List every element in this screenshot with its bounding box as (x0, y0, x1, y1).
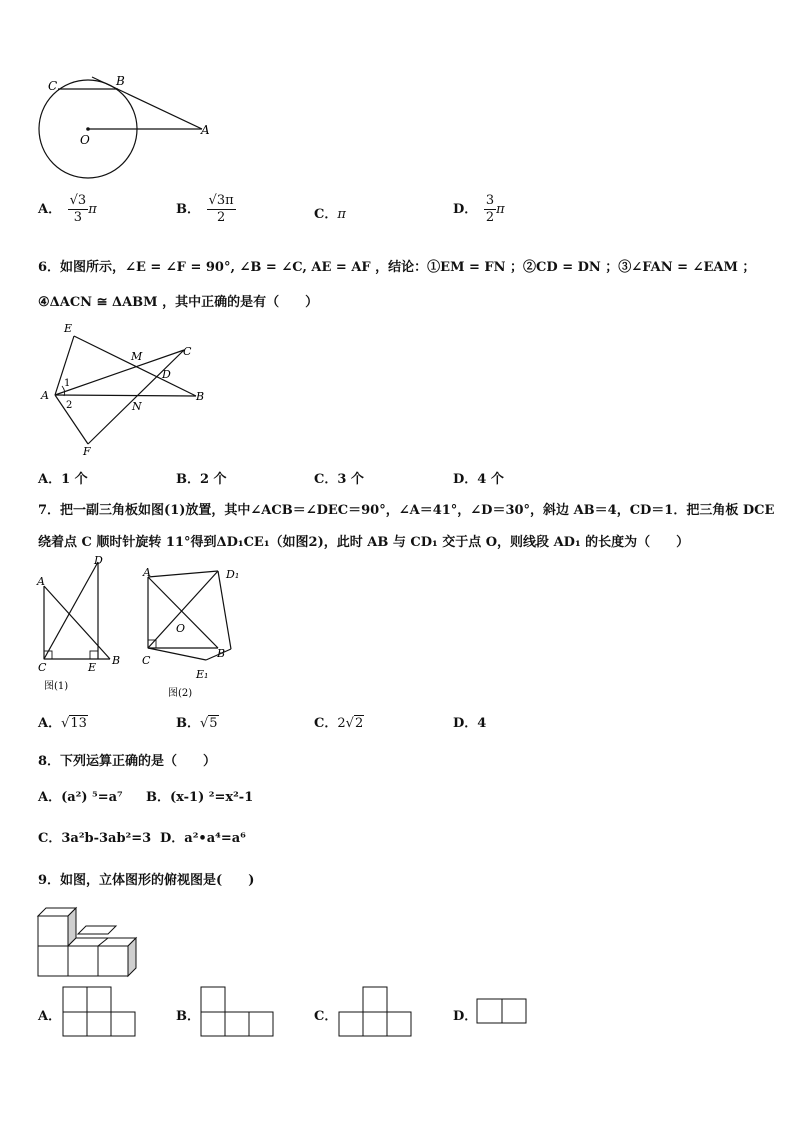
q6-option-d[interactable]: D．4 个 (453, 472, 504, 487)
q9-option-d-grid[interactable] (476, 998, 528, 1025)
label-A: A (37, 575, 45, 588)
q8-option-d[interactable]: D．a²•a⁴=a⁶ (160, 831, 246, 846)
q5-figure (30, 72, 220, 202)
q7-figure-2 (138, 560, 248, 702)
q8-option-c[interactable]: C．3a²b-3ab²=3 (38, 831, 152, 846)
q7-stem-line1: 7．把一副三角板如图(1)放置，其中∠ACB＝∠DEC＝90°，∠A＝41°，∠D＝30°，斜边 AB＝4，CD＝1．把三角板 DCE (38, 503, 775, 518)
label-D: D (94, 554, 103, 567)
q7-option-a[interactable]: A．√13 (38, 716, 87, 731)
q9-option-d[interactable]: D． (453, 1009, 478, 1024)
label-D: D (162, 368, 171, 381)
q9-option-c-grid[interactable] (338, 986, 414, 1038)
q6-option-b[interactable]: B．2 个 (176, 472, 227, 487)
q5-option-d[interactable]: D． $\frac{3}{2}$ π (453, 193, 505, 225)
q7-figure-1 (30, 552, 130, 698)
label-E1: E₁ (196, 668, 209, 681)
q8-option-b[interactable]: B．(x-1) ²=x²-1 (146, 790, 254, 805)
q5-option-c[interactable]: C．π (314, 207, 346, 222)
q6-option-a[interactable]: A．1 个 (38, 472, 88, 487)
q9-solid-figure (36, 900, 142, 980)
q9-option-b-grid[interactable] (200, 986, 276, 1038)
q5-option-a[interactable]: A． $\frac{√3}{3}$ π (38, 193, 97, 225)
label-C: C (38, 661, 47, 674)
label-C: C (183, 345, 192, 358)
label-E: E (64, 322, 73, 335)
label-A: A (41, 389, 49, 402)
q5-option-b[interactable]: B． $\frac{√3\pi}{2}$ (176, 193, 234, 225)
q9-option-b[interactable]: B． (176, 1009, 200, 1024)
q9-stem: 9．如图，立体图形的俯视图是( ) (38, 873, 255, 888)
label-B: B (116, 74, 125, 88)
label-2: 2 (66, 400, 73, 411)
q6-option-c[interactable]: C．3 个 (314, 472, 364, 487)
fig1-caption: 图(1) (44, 681, 69, 692)
q8-stem: 8．下列运算正确的是（ ） (38, 754, 217, 769)
label-C: C (142, 654, 151, 667)
q9-option-a[interactable]: A． (38, 1009, 62, 1024)
label-F: F (83, 445, 91, 458)
q6-stem-line2: ④ΔACN ≅ ΔABM ，其中正确的是有（ ） (38, 295, 319, 310)
fig2-caption: 图(2) (168, 688, 193, 699)
q7-option-b[interactable]: B．√5 (176, 716, 218, 731)
q9-option-a-grid[interactable] (62, 986, 136, 1038)
label-M: M (131, 350, 143, 363)
label-B: B (112, 654, 121, 667)
label-C: C (48, 79, 58, 93)
label-O: O (176, 622, 186, 635)
q6-stem-line1: 6．如图所示，∠E = ∠F = 90°, ∠B = ∠C, AE = AF ，结论：①EM = FN ；②CD = DN ；③∠FAN = ∠EAM ； (38, 260, 756, 275)
label-E: E (88, 661, 97, 674)
label-B: B (217, 647, 226, 660)
q9-option-c[interactable]: C． (314, 1009, 338, 1024)
label-A: A (201, 123, 210, 137)
label-O: O (80, 133, 90, 147)
q8-option-a[interactable]: A．(a²) ⁵=a⁷ (38, 790, 123, 805)
label-D1: D₁ (226, 568, 240, 581)
label-A: A (143, 566, 151, 579)
q7-stem-line2: 绕着点 C 顺时针旋转 11°得到ΔD₁CE₁（如图2)，此时 AB 与 CD₁ 交于点 O，则线段 AD₁ 的长度为（ ） (38, 535, 690, 550)
q6-figure (36, 320, 216, 460)
q7-option-c[interactable]: C．2√2 (314, 716, 364, 731)
label-1: 1 (64, 378, 71, 389)
label-B: B (196, 390, 205, 403)
label-N: N (132, 400, 142, 413)
q7-option-d[interactable]: D．4 (453, 716, 487, 731)
